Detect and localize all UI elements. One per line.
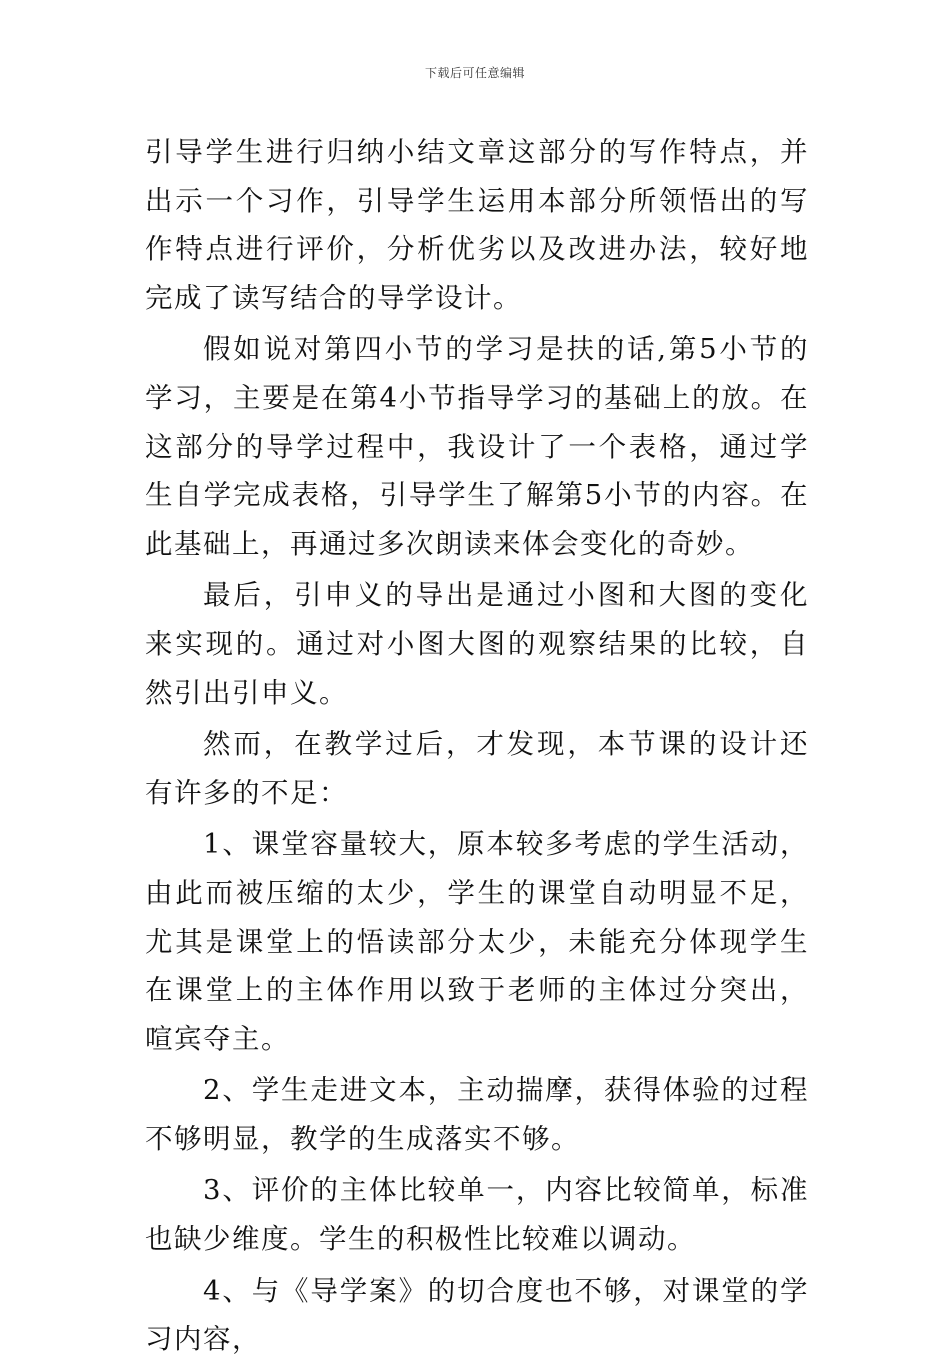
list-item-3: 3、评价的主体比较单一，内容比较简单，标准也缺少维度。学生的积极性比较难以调动。: [145, 1174, 809, 1256]
document-body: [145, 128, 809, 1367]
paragraph-continuation: 引导学生进行归纳小结文章这部分的写作特点，并出示一个习作，引导学生运用本部分所领悟出的写作特点进行评价，分析优劣以及改进办法，较好地完成了读写结合的导学设计。: [145, 136, 809, 314]
paragraph-section5: 假如说对第四小节的学习是扶的话,第5小节的学习，主要是在第4小节指导学习的基础上的放。在这部分的导学过程中，我设计了一个表格，通过学生自学完成表格，引导学生了解第5小节的内容。在此基础上，再通过多次朗读来体会变化的奇妙。: [145, 333, 809, 560]
list-item-2: 2、学生走进文本，主动揣摩，获得体验的过程不够明显，教学的生成落实不够。: [145, 1074, 809, 1155]
list-item-1: 1、课堂容量较大，原本较多考虑的学生活动，由此而被压缩的太少，学生的课堂自动明显不足，尤其是课堂上的悟读部分太少，未能充分体现学生在课堂上的主体作用以致于老师的主体过分突出，喧宾夺主。: [145, 828, 809, 1055]
list-item-4: 4、与《导学案》的切合度也不够，对课堂的学习内容，: [145, 1274, 809, 1356]
page-header: 下载后可任意编辑: [424, 66, 525, 80]
paragraph-shortcomings-intro: 然而，在教学过后，才发现，本节课的设计还有许多的不足：: [145, 728, 809, 809]
paragraph-extended-meaning: 最后，引申义的导出是通过小图和大图的变化来实现的。通过对小图大图的观察结果的比较，自然引出引申义。: [145, 579, 809, 709]
